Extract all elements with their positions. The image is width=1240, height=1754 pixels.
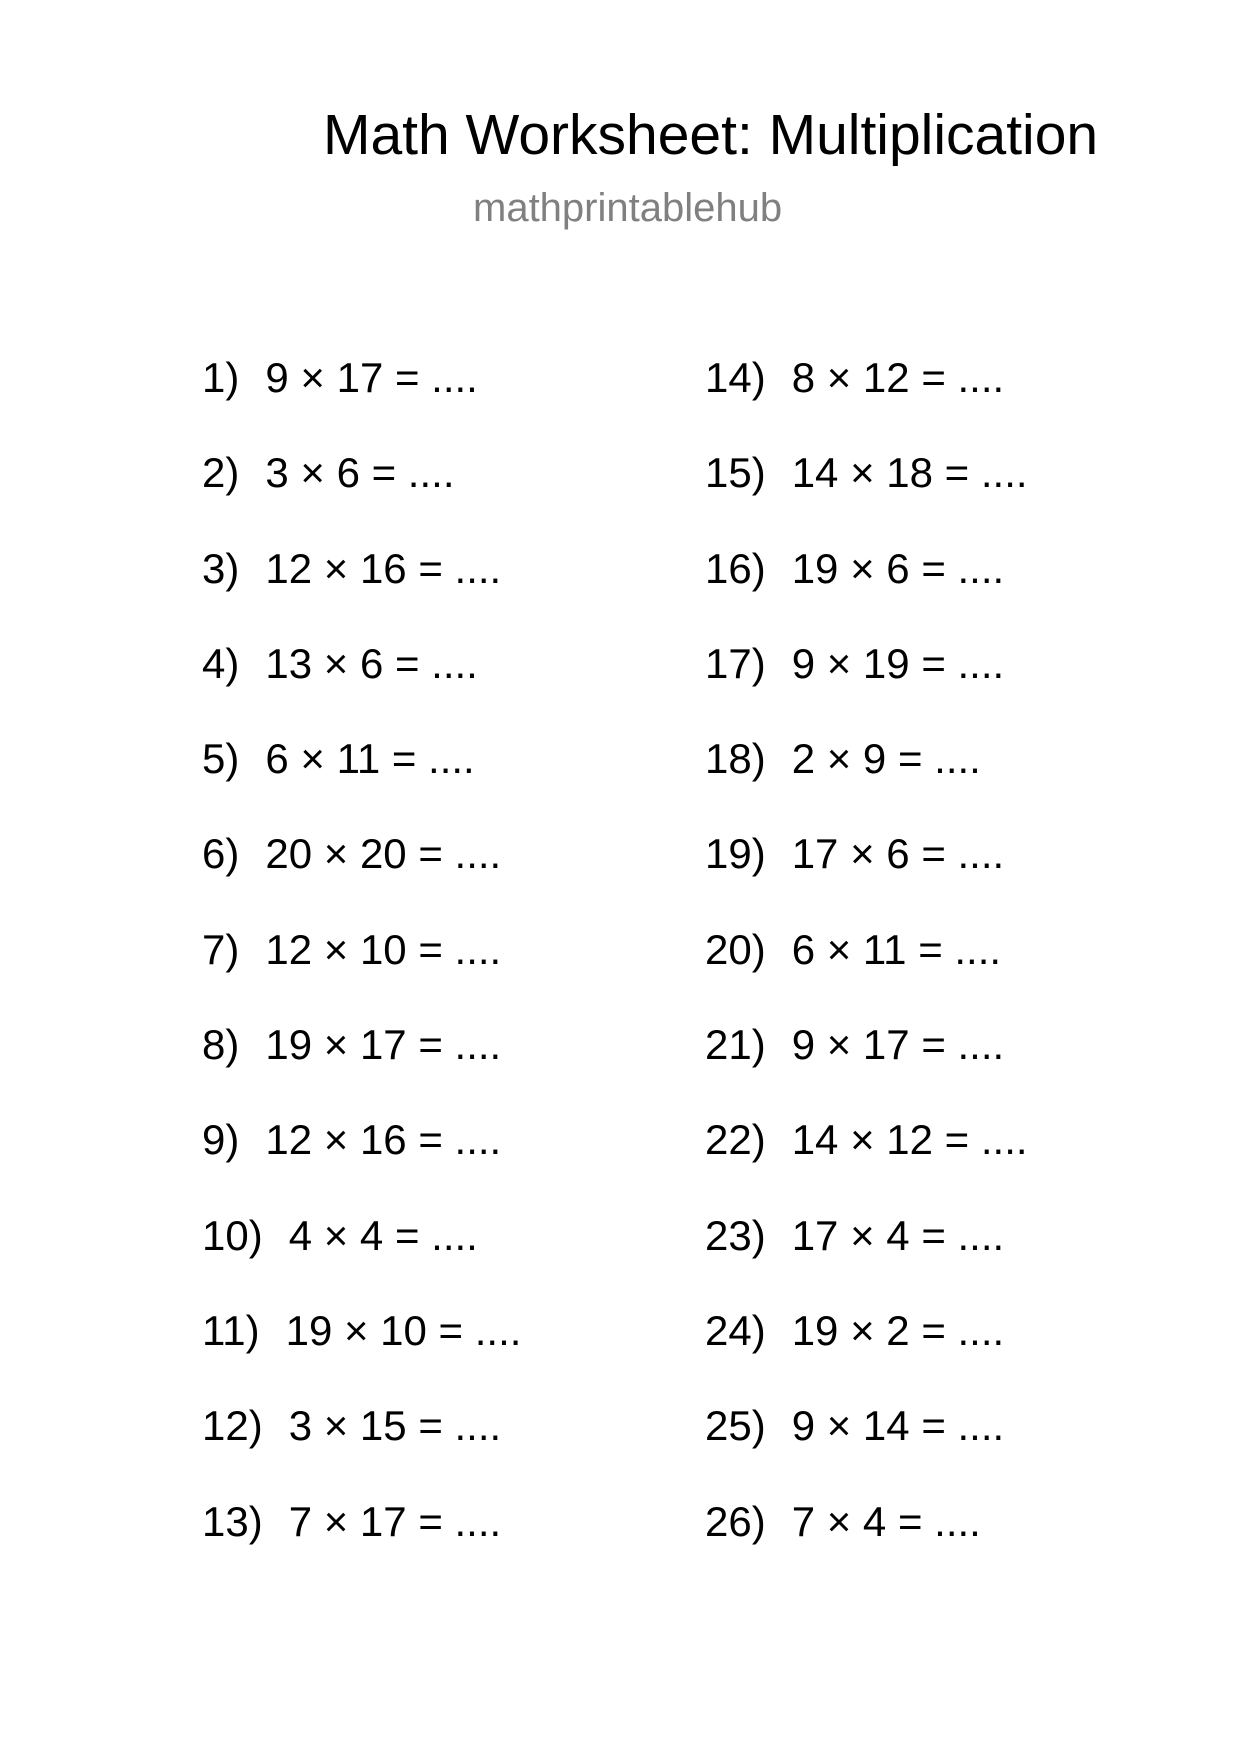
problem-item [202,726,521,821]
problem-number: 7) [202,925,240,973]
problem-item [202,1393,521,1488]
problem-expression: 12 × 10 = .... [265,925,502,973]
problem-item [202,536,521,631]
problem-expression: 7 × 4 = .... [791,1497,981,1545]
problem-expression: 12 × 16 = .... [265,1116,502,1164]
problem-number: 5) [202,735,240,783]
problem-number: 3) [202,544,240,592]
problem-number: 14) [705,354,766,401]
problem-expression: 3 × 6 = .... [265,449,455,497]
problem-item [705,1298,1028,1393]
problem-expression: 9 × 17 = .... [791,1021,1005,1069]
problem-number: 21) [705,1021,766,1069]
problem-number: 13) [202,1497,263,1545]
problem-expression: 19 × 6 = .... [791,544,1005,592]
problem-number: 11) [202,1306,260,1354]
problem-expression: 8 × 12 = .... [791,354,1005,401]
problem-item [202,345,521,440]
problem-item [705,536,1028,631]
problem-number: 18) [705,735,766,783]
problem-expression: 17 × 4 = .... [791,1211,1005,1259]
problem-item [705,631,1028,726]
problem-item [705,1393,1028,1488]
problem-number: 25) [705,1402,766,1450]
problem-number: 20) [705,925,766,973]
problem-item [202,917,521,1012]
problem-number: 2) [202,449,240,497]
problem-expression: 19 × 10 = .... [285,1306,522,1354]
problem-expression: 3 × 15 = .... [288,1402,502,1450]
problem-expression: 17 × 6 = .... [791,830,1005,878]
problem-number: 1) [202,354,240,401]
problem-item [705,1012,1028,1107]
problem-expression: 9 × 17 = .... [265,354,478,401]
problem-item [202,631,521,726]
problem-item [705,726,1028,821]
problem-expression: 12 × 16 = .... [265,544,502,592]
problem-column-right [705,345,1028,1584]
problem-item [705,1107,1028,1202]
problem-item [705,917,1028,1012]
problem-expression: 6 × 11 = .... [791,925,1002,973]
problem-item [705,1203,1028,1298]
problem-item [202,1012,521,1107]
problem-number: 16) [705,544,766,592]
problem-expression: 20 × 20 = .... [265,830,502,878]
problem-expression: 4 × 4 = .... [288,1211,478,1259]
problem-number: 4) [202,639,240,687]
problem-expression: 13 × 6 = .... [265,639,478,687]
problem-number: 15) [705,449,766,497]
problem-number: 12) [202,1402,263,1450]
problem-expression: 19 × 2 = .... [791,1306,1005,1354]
worksheet-title: Math Worksheet: Multiplication [323,103,1099,167]
problem-item [705,440,1028,535]
problem-item [202,440,521,535]
problem-number: 23) [705,1211,766,1259]
problem-expression: 9 × 14 = .... [791,1402,1005,1450]
problem-item [705,1489,1028,1584]
problem-column-left [202,345,521,1584]
problem-expression: 6 × 11 = .... [265,735,475,783]
problem-item [202,1489,521,1584]
problem-expression: 2 × 9 = .... [791,735,981,783]
problem-expression: 7 × 17 = .... [288,1497,502,1545]
problem-number: 9) [202,1116,240,1164]
problem-number: 10) [202,1211,263,1259]
problem-item [705,821,1028,916]
problem-number: 26) [705,1497,766,1545]
problem-expression: 19 × 17 = .... [265,1021,502,1069]
problem-expression: 14 × 12 = .... [791,1116,1028,1164]
problem-item [705,345,1028,440]
problem-number: 6) [202,830,240,878]
problem-item [202,821,521,916]
problem-expression: 9 × 19 = .... [791,639,1005,687]
problem-item [202,1298,521,1393]
problem-expression: 14 × 18 = .... [791,449,1028,497]
problem-number: 24) [705,1306,766,1354]
problem-number: 19) [705,830,766,878]
problem-item [202,1203,521,1298]
problem-number: 17) [705,639,766,687]
problem-number: 22) [705,1116,766,1164]
problem-number: 8) [202,1021,240,1069]
worksheet-subtitle: mathprintablehub [473,186,783,230]
problem-item [202,1107,521,1202]
